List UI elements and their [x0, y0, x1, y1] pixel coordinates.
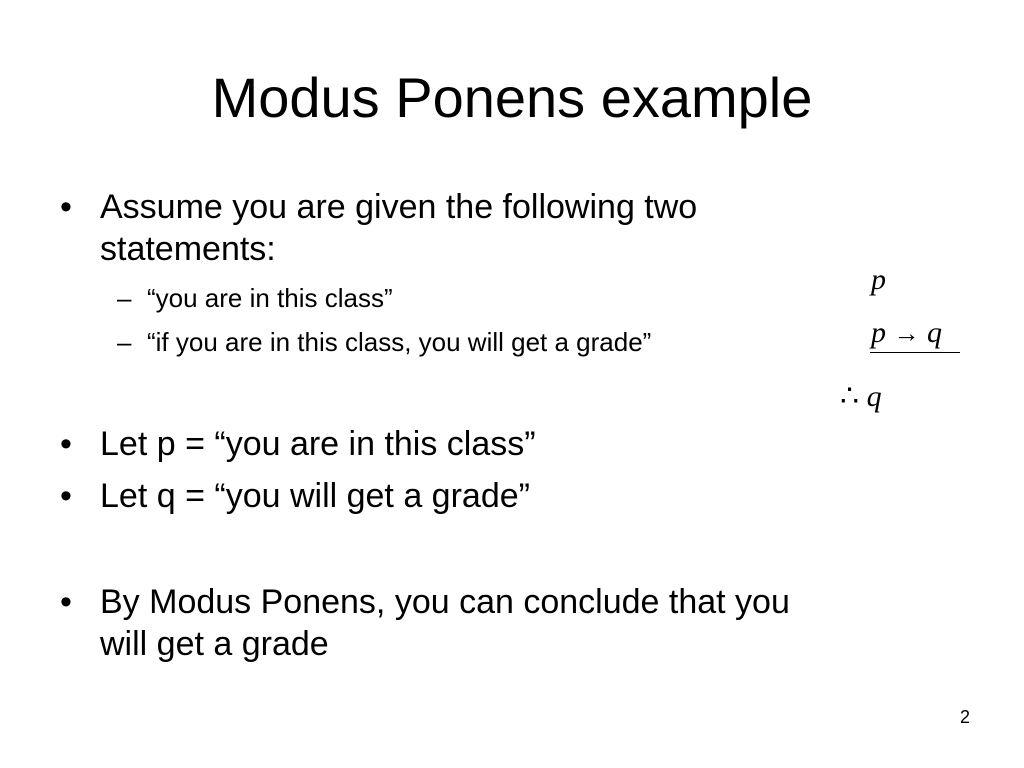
bullet-text-line-1: By Modus Ponens, you can conclude that you [100, 583, 790, 621]
sub-bullet-text: “you are in this class” [147, 283, 393, 313]
bullet-marker: • [60, 477, 72, 515]
bullet-text: Let p = “you are in this class” [100, 425, 536, 463]
bullet-marker: • [60, 188, 72, 226]
bullet-text-line-2: will get a grade [100, 625, 329, 663]
implies-arrow-icon: → [893, 319, 920, 348]
therefore-icon: ∴ [840, 380, 860, 413]
slide-number: 2 [959, 707, 970, 727]
implication-left: p [871, 316, 886, 349]
premise-implication [871, 316, 942, 351]
sub-bullet-marker: – [117, 327, 132, 357]
bullet-marker: • [60, 425, 72, 463]
sub-bullet-text: “if you are in this class, you will get a grade” [147, 327, 652, 357]
bullet-text-line-1: Assume you are given the following two [100, 188, 698, 226]
conclusion-q [840, 380, 882, 414]
bullet-marker: • [60, 583, 72, 621]
sub-bullet-marker: – [117, 283, 132, 313]
conclusion-symbol: q [866, 380, 882, 413]
bullet-text: Let q = “you will get a grade” [100, 477, 530, 515]
slide-title: Modus Ponens example [211, 66, 813, 129]
bullet-text-line-2: statements: [100, 230, 276, 268]
premise-p-symbol: p [871, 263, 886, 296]
inference-line [870, 352, 960, 353]
implication-right: q [927, 316, 942, 349]
premise-p [871, 263, 886, 297]
